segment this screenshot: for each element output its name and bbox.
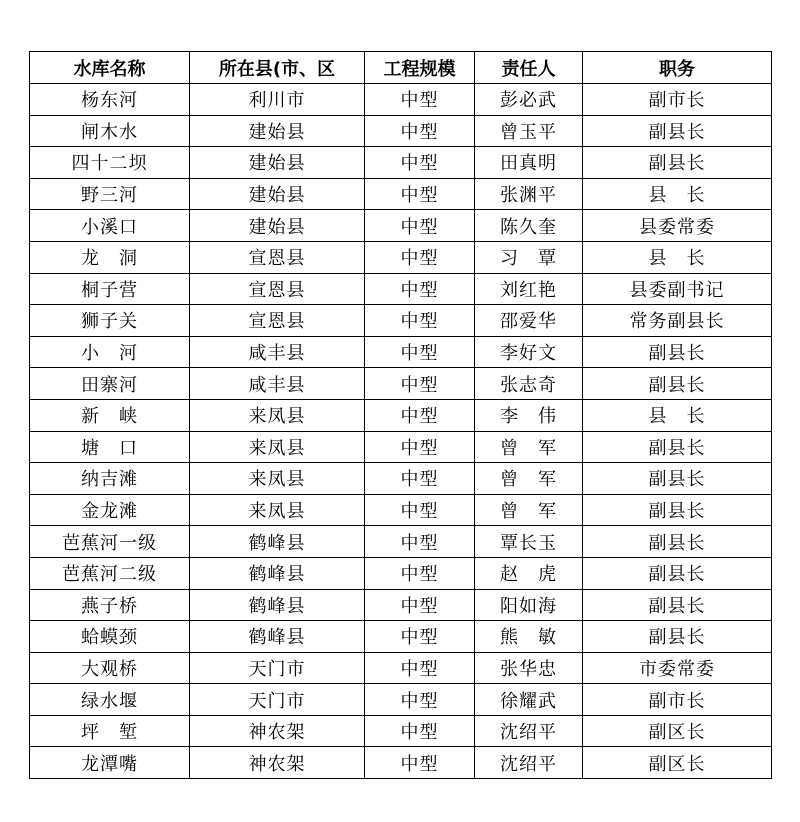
cell-responsible-person: 李好文 <box>475 336 583 368</box>
cell-county: 鹤峰县 <box>190 526 365 558</box>
cell-project-scale: 中型 <box>365 273 475 305</box>
cell-position: 副县长 <box>583 147 772 179</box>
cell-project-scale: 中型 <box>365 305 475 337</box>
cell-county: 宣恩县 <box>190 241 365 273</box>
cell-responsible-person: 刘红艳 <box>475 273 583 305</box>
cell-project-scale: 中型 <box>365 526 475 558</box>
cell-project-scale: 中型 <box>365 557 475 589</box>
cell-project-scale: 中型 <box>365 115 475 147</box>
cell-project-scale: 中型 <box>365 652 475 684</box>
table-row <box>30 273 772 305</box>
cell-responsible-person: 彭必武 <box>475 84 583 116</box>
cell-reservoir-name: 狮子关 <box>30 305 190 337</box>
cell-responsible-person: 熊 敏 <box>475 621 583 653</box>
cell-county: 宣恩县 <box>190 305 365 337</box>
cell-county: 神农架 <box>190 715 365 747</box>
cell-county: 咸丰县 <box>190 368 365 400</box>
cell-project-scale: 中型 <box>365 589 475 621</box>
cell-project-scale: 中型 <box>365 241 475 273</box>
cell-responsible-person: 赵 虎 <box>475 557 583 589</box>
cell-county: 天门市 <box>190 652 365 684</box>
cell-reservoir-name: 小 河 <box>30 336 190 368</box>
cell-project-scale: 中型 <box>365 431 475 463</box>
table-row <box>30 147 772 179</box>
cell-reservoir-name: 野三河 <box>30 178 190 210</box>
cell-reservoir-name: 金龙滩 <box>30 494 190 526</box>
table-row <box>30 368 772 400</box>
cell-position: 副市长 <box>583 84 772 116</box>
cell-project-scale: 中型 <box>365 368 475 400</box>
cell-position: 副县长 <box>583 621 772 653</box>
table-row <box>30 336 772 368</box>
cell-reservoir-name: 闸木水 <box>30 115 190 147</box>
cell-position: 副县长 <box>583 431 772 463</box>
cell-county: 建始县 <box>190 210 365 242</box>
cell-responsible-person: 曾 军 <box>475 494 583 526</box>
cell-responsible-person: 田真明 <box>475 147 583 179</box>
cell-county: 建始县 <box>190 178 365 210</box>
cell-reservoir-name: 芭蕉河一级 <box>30 526 190 558</box>
cell-responsible-person: 张华忠 <box>475 652 583 684</box>
cell-project-scale: 中型 <box>365 210 475 242</box>
cell-reservoir-name: 纳吉滩 <box>30 463 190 495</box>
cell-responsible-person: 曾 军 <box>475 463 583 495</box>
cell-reservoir-name: 大观桥 <box>30 652 190 684</box>
table-row <box>30 241 772 273</box>
header-county: 所在县(市、区 <box>190 52 365 84</box>
cell-responsible-person: 沈绍平 <box>475 715 583 747</box>
cell-county: 来凤县 <box>190 494 365 526</box>
cell-project-scale: 中型 <box>365 84 475 116</box>
table-row <box>30 399 772 431</box>
cell-position: 副县长 <box>583 463 772 495</box>
cell-position: 县委副书记 <box>583 273 772 305</box>
cell-position: 副县长 <box>583 494 772 526</box>
cell-reservoir-name: 龙 洞 <box>30 241 190 273</box>
table-row <box>30 684 772 716</box>
cell-responsible-person: 张志奇 <box>475 368 583 400</box>
header-position: 职务 <box>583 52 772 84</box>
cell-county: 咸丰县 <box>190 336 365 368</box>
cell-county: 建始县 <box>190 115 365 147</box>
cell-responsible-person: 陈久奎 <box>475 210 583 242</box>
cell-reservoir-name: 田寨河 <box>30 368 190 400</box>
cell-reservoir-name: 塘 口 <box>30 431 190 463</box>
table-row <box>30 715 772 747</box>
cell-position: 副县长 <box>583 115 772 147</box>
cell-project-scale: 中型 <box>365 684 475 716</box>
table-row <box>30 621 772 653</box>
cell-reservoir-name: 杨东河 <box>30 84 190 116</box>
cell-position: 县 长 <box>583 178 772 210</box>
cell-position: 县 长 <box>583 241 772 273</box>
table-row <box>30 463 772 495</box>
cell-county: 来凤县 <box>190 463 365 495</box>
cell-responsible-person: 覃长玉 <box>475 526 583 558</box>
cell-reservoir-name: 燕子桥 <box>30 589 190 621</box>
cell-county: 鹤峰县 <box>190 589 365 621</box>
cell-reservoir-name: 小溪口 <box>30 210 190 242</box>
cell-position: 县 长 <box>583 399 772 431</box>
cell-project-scale: 中型 <box>365 715 475 747</box>
cell-project-scale: 中型 <box>365 621 475 653</box>
cell-position: 副县长 <box>583 557 772 589</box>
cell-responsible-person: 徐耀武 <box>475 684 583 716</box>
cell-responsible-person: 邵爱华 <box>475 305 583 337</box>
table-row <box>30 431 772 463</box>
table-row <box>30 210 772 242</box>
cell-position: 副县长 <box>583 368 772 400</box>
table-row <box>30 115 772 147</box>
cell-position: 副市长 <box>583 684 772 716</box>
cell-position: 市委常委 <box>583 652 772 684</box>
cell-position: 副县长 <box>583 589 772 621</box>
cell-county: 宣恩县 <box>190 273 365 305</box>
cell-position: 副区长 <box>583 715 772 747</box>
table-row <box>30 557 772 589</box>
cell-county: 利川市 <box>190 84 365 116</box>
cell-reservoir-name: 龙潭嘴 <box>30 747 190 779</box>
cell-project-scale: 中型 <box>365 147 475 179</box>
cell-county: 天门市 <box>190 684 365 716</box>
cell-responsible-person: 沈绍平 <box>475 747 583 779</box>
cell-reservoir-name: 四十二坝 <box>30 147 190 179</box>
table-row <box>30 305 772 337</box>
cell-position: 副县长 <box>583 336 772 368</box>
cell-reservoir-name: 蛤蟆颈 <box>30 621 190 653</box>
cell-reservoir-name: 绿水堰 <box>30 684 190 716</box>
cell-county: 神农架 <box>190 747 365 779</box>
cell-project-scale: 中型 <box>365 399 475 431</box>
table-body <box>30 84 772 779</box>
header-row <box>30 52 772 84</box>
table-row <box>30 178 772 210</box>
reservoir-responsibility-table <box>29 51 772 779</box>
cell-position: 副县长 <box>583 526 772 558</box>
reservoir-responsibility-table-container <box>29 51 771 779</box>
table-row <box>30 747 772 779</box>
cell-project-scale: 中型 <box>365 463 475 495</box>
cell-reservoir-name: 桐子营 <box>30 273 190 305</box>
cell-county: 鹤峰县 <box>190 621 365 653</box>
cell-reservoir-name: 新 峡 <box>30 399 190 431</box>
table-row <box>30 84 772 116</box>
cell-county: 来凤县 <box>190 431 365 463</box>
cell-responsible-person: 阳如海 <box>475 589 583 621</box>
header-responsible-person: 责任人 <box>475 52 583 84</box>
cell-project-scale: 中型 <box>365 178 475 210</box>
table-row <box>30 652 772 684</box>
cell-responsible-person: 习 覃 <box>475 241 583 273</box>
cell-reservoir-name: 芭蕉河二级 <box>30 557 190 589</box>
cell-county: 来凤县 <box>190 399 365 431</box>
cell-project-scale: 中型 <box>365 336 475 368</box>
header-reservoir-name: 水库名称 <box>30 52 190 84</box>
cell-reservoir-name: 坪 堑 <box>30 715 190 747</box>
cell-position: 副区长 <box>583 747 772 779</box>
table-row <box>30 526 772 558</box>
cell-county: 建始县 <box>190 147 365 179</box>
cell-responsible-person: 曾 军 <box>475 431 583 463</box>
cell-responsible-person: 曾玉平 <box>475 115 583 147</box>
cell-position: 县委常委 <box>583 210 772 242</box>
table-header <box>30 52 772 84</box>
cell-project-scale: 中型 <box>365 747 475 779</box>
cell-project-scale: 中型 <box>365 494 475 526</box>
cell-county: 鹤峰县 <box>190 557 365 589</box>
header-project-scale: 工程规模 <box>365 52 475 84</box>
cell-responsible-person: 李 伟 <box>475 399 583 431</box>
cell-position: 常务副县长 <box>583 305 772 337</box>
table-row <box>30 589 772 621</box>
table-row <box>30 494 772 526</box>
cell-responsible-person: 张渊平 <box>475 178 583 210</box>
